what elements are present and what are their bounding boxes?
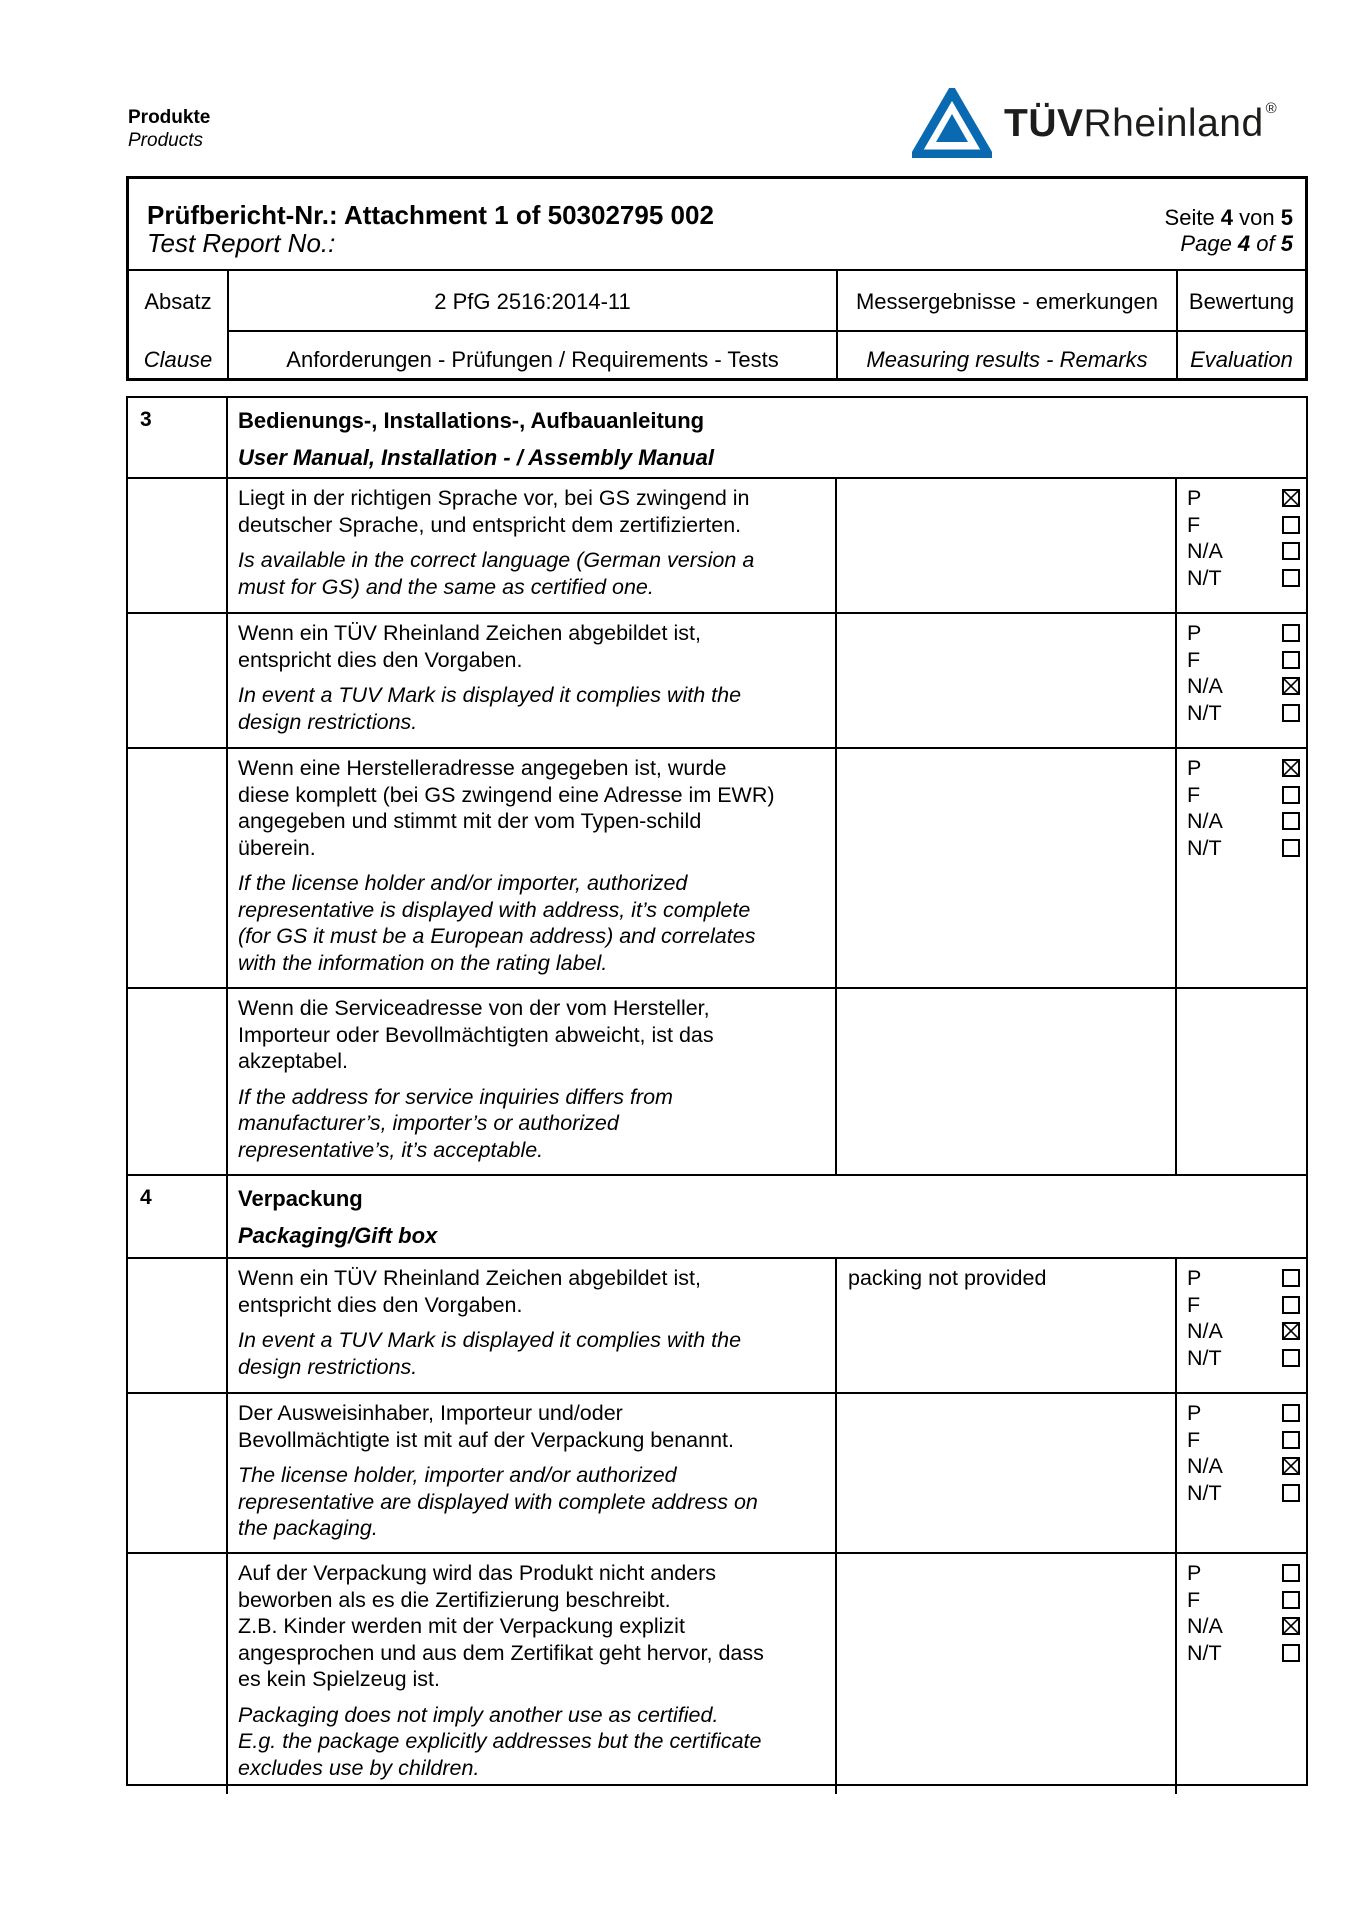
clause-cell <box>128 749 226 987</box>
evaluation-label: N/T <box>1187 1345 1222 1370</box>
remark-cell <box>835 479 1175 612</box>
page-mid-de: von <box>1233 205 1281 230</box>
section-title-en: User Manual, Installation - / Assembly Manual <box>238 445 714 470</box>
checkbox-icon[interactable] <box>1282 569 1300 587</box>
evaluation-cell <box>1175 479 1306 612</box>
evaluation-cell <box>1175 1394 1306 1552</box>
section-header-row <box>128 1176 1306 1259</box>
clause-cell <box>128 1554 226 1794</box>
requirement-text <box>228 1259 835 1380</box>
page-prefix-de: Seite <box>1164 205 1221 230</box>
evaluation-option <box>1187 782 1306 809</box>
evaluation-option <box>1187 1292 1306 1319</box>
evaluation-option <box>1187 1480 1306 1507</box>
logo-wordmark <box>1004 102 1277 146</box>
remark-text <box>837 1394 1175 1400</box>
clause-cell <box>128 1394 226 1552</box>
requirement-cell <box>226 479 835 612</box>
column-header-clause <box>129 271 227 378</box>
requirement-cell <box>226 1554 835 1794</box>
report-header <box>126 176 1308 381</box>
requirement-cell <box>226 614 835 747</box>
evaluation-option <box>1187 1345 1306 1372</box>
checked-checkbox-icon[interactable] <box>1282 677 1300 695</box>
section-title-de: Verpackung <box>238 1186 363 1211</box>
requirement-cell <box>226 1259 835 1392</box>
remark-text <box>837 1554 1175 1560</box>
requirement-text <box>228 989 835 1163</box>
section-title-de: Bedienungs-, Installations-, Aufbauanleitung <box>238 408 705 433</box>
evaluation-options <box>1187 485 1306 591</box>
checkbox-icon[interactable] <box>1282 812 1300 830</box>
page-number <box>1165 205 1293 257</box>
checked-checkbox-icon[interactable] <box>1282 1457 1300 1475</box>
evaluation-options <box>1187 755 1306 861</box>
checkbox-icon[interactable] <box>1282 651 1300 669</box>
evaluation-option <box>1187 700 1306 727</box>
table-row <box>128 1394 1306 1554</box>
clause-cell <box>128 479 226 612</box>
divider <box>838 330 1176 332</box>
evaluation-label: F <box>1187 1292 1201 1317</box>
requirement-cell <box>226 989 835 1174</box>
table-row <box>128 749 1306 989</box>
evaluation-options <box>1187 1265 1306 1371</box>
checked-checkbox-icon[interactable] <box>1282 489 1300 507</box>
evaluation-label: N/T <box>1187 700 1222 725</box>
company-label <box>128 106 210 152</box>
evaluation-options <box>1187 1400 1306 1506</box>
checkbox-icon[interactable] <box>1282 1349 1300 1367</box>
evaluation-label: P <box>1187 621 1202 645</box>
evaluation-option <box>1187 1453 1306 1480</box>
evaluation-label: N/A <box>1187 1454 1223 1478</box>
checkbox-icon[interactable] <box>1282 1269 1300 1287</box>
remark-text: packing not provided <box>848 1266 1047 1290</box>
evaluation-option <box>1187 1613 1306 1640</box>
company-label-de: Produkte <box>128 107 211 128</box>
company-label-en: Products <box>128 130 203 151</box>
checkbox-icon[interactable] <box>1282 786 1300 804</box>
checked-checkbox-icon[interactable] <box>1282 1617 1300 1635</box>
page-total-de: 5 <box>1280 205 1293 230</box>
evaluation-label: N/A <box>1187 1614 1223 1638</box>
evaluation-label: F <box>1187 782 1201 807</box>
remark-text <box>837 989 1175 995</box>
remark-cell <box>835 749 1175 987</box>
page-total-en: 5 <box>1280 231 1293 256</box>
requirement-text <box>228 614 835 735</box>
page-number-en <box>1165 231 1293 257</box>
evaluation-option <box>1187 1640 1306 1667</box>
evaluation-label: P <box>1187 486 1202 510</box>
evaluation-label: F <box>1187 1587 1201 1612</box>
requirement-en: If the license holder and/or importer, authorized representative is displayed with address, it’s complete (for GS it must be a European address) and correlates with the information on the rating label. <box>238 871 756 975</box>
checkbox-icon[interactable] <box>1282 704 1300 722</box>
section-header-row <box>128 398 1306 479</box>
report-title <box>147 201 714 257</box>
evaluation-option <box>1187 1400 1306 1427</box>
evaluation-option <box>1187 565 1306 592</box>
requirement-cell <box>226 1394 835 1552</box>
requirement-en: Packaging does not imply another use as certified. E.g. the package explicitly addresses but the certificate excludes use by children. <box>238 1702 762 1780</box>
checkbox-icon[interactable] <box>1282 1644 1300 1662</box>
report-title-en: Test Report No.: <box>147 228 336 258</box>
evaluation-label: F <box>1187 512 1201 537</box>
evaluation-label: N/A <box>1187 1319 1223 1343</box>
requirement-text <box>228 479 835 600</box>
column-header-clause-en: Clause <box>143 347 213 372</box>
requirement-de: Auf der Verpackung wird das Produkt nicht anders beworben als es die Zertifizierung beschreibt. Z.B. Kinder werden mit der Verpackung explizit angesprochen und aus dem Zertifikat geht hervor, dass es kein Spielzeug ist. <box>238 1561 764 1691</box>
requirement-de: Wenn ein TÜV Rheinland Zeichen abgebildet ist, entspricht dies den Vorgaben. <box>238 621 701 672</box>
requirement-en: In event a TUV Mark is displayed it complies with the design restrictions. <box>238 1328 742 1379</box>
requirement-text <box>228 749 835 976</box>
table-row <box>128 1554 1306 1794</box>
requirements-table <box>126 396 1308 1786</box>
evaluation-label: N/A <box>1187 809 1223 833</box>
evaluation-label: N/T <box>1187 565 1222 590</box>
evaluation-label: P <box>1187 756 1202 780</box>
checkbox-icon[interactable] <box>1282 516 1300 534</box>
evaluation-option <box>1187 1265 1306 1292</box>
evaluation-option <box>1187 512 1306 539</box>
report-title-de: Prüfbericht-Nr.: Attachment 1 of 50302795 002 <box>147 200 714 230</box>
checkbox-icon[interactable] <box>1282 1404 1300 1422</box>
checkbox-icon[interactable] <box>1282 839 1300 857</box>
evaluation-options <box>1187 1560 1306 1666</box>
column-header-requirements-en <box>229 347 836 373</box>
evaluation-option <box>1187 808 1306 835</box>
section-title-cell <box>226 1176 1306 1257</box>
checkbox-icon[interactable] <box>1282 1296 1300 1314</box>
evaluation-label: N/A <box>1187 674 1223 698</box>
checkbox-icon[interactable] <box>1282 542 1300 560</box>
requirements-label: Anforderungen - Prüfungen / Requirements - Tests <box>286 347 779 372</box>
requirement-en: Is available in the correct language (German version a must for GS) and the same as certified one. <box>238 548 755 599</box>
evaluation-option <box>1187 1318 1306 1345</box>
table-row <box>128 1259 1306 1394</box>
logo-wordmark-regular: Rheinland <box>1083 102 1264 145</box>
requirement-cell <box>226 749 835 987</box>
divider <box>1178 330 1305 332</box>
evaluation-options <box>1187 620 1306 726</box>
evaluation-option <box>1187 485 1306 512</box>
column-headers <box>129 269 1305 378</box>
evaluation-cell <box>1175 749 1306 987</box>
column-header-results <box>836 271 1176 378</box>
checked-checkbox-icon[interactable] <box>1282 759 1300 777</box>
page-prefix-en: Page <box>1180 231 1238 256</box>
evaluation-label: F <box>1187 647 1201 672</box>
remark-text <box>837 749 1175 755</box>
divider <box>229 330 836 332</box>
evaluation-label: F <box>1187 1427 1201 1452</box>
column-header-clause-de: Absatz <box>144 289 212 314</box>
evaluation-label: P <box>1187 1266 1202 1290</box>
evaluation-label: N/A <box>1187 539 1223 563</box>
evaluation-cell <box>1175 1259 1306 1392</box>
requirement-en: In event a TUV Mark is displayed it complies with the design restrictions. <box>238 683 742 734</box>
remark-cell <box>835 989 1175 1174</box>
section-number: 3 <box>140 408 152 431</box>
requirement-de: Wenn eine Herstelleradresse angegeben ist, wurde diese komplett (bei GS zwingend eine Adresse im EWR) angegeben und stimmt mit der vom Typen-schild überein. <box>238 756 775 860</box>
section-number: 4 <box>140 1186 152 1209</box>
requirement-text <box>228 1554 835 1781</box>
evaluation-label: P <box>1187 1561 1202 1585</box>
column-header-evaluation-en: Evaluation <box>1190 347 1293 372</box>
evaluation-cell <box>1175 989 1306 1174</box>
evaluation-label: P <box>1187 1401 1202 1425</box>
clause-cell <box>128 1259 226 1392</box>
logo-wordmark-bold: TÜV <box>1004 102 1084 145</box>
column-header-requirements <box>227 271 836 378</box>
section-number-cell <box>128 398 226 477</box>
requirement-de: Wenn ein TÜV Rheinland Zeichen abgebildet ist, entspricht dies den Vorgaben. <box>238 1266 701 1317</box>
checkbox-icon[interactable] <box>1282 1564 1300 1582</box>
page-mid-en: of <box>1250 231 1281 256</box>
evaluation-label: N/T <box>1187 1640 1222 1665</box>
tuv-rheinland-logo <box>912 88 1292 160</box>
evaluation-label: N/T <box>1187 835 1222 860</box>
checked-checkbox-icon[interactable] <box>1282 1322 1300 1340</box>
column-header-results-en: Measuring results - Remarks <box>866 347 1148 372</box>
table-row <box>128 989 1306 1176</box>
evaluation-option <box>1187 647 1306 674</box>
evaluation-option <box>1187 538 1306 565</box>
requirement-de: Wenn die Serviceadresse von der vom Hersteller, Importeur oder Bevollmächtigten abweicht, ist das akzeptabel. <box>238 996 714 1073</box>
column-header-results-de: Messergebnisse - emerkungen <box>855 289 1159 314</box>
remark-cell <box>835 1554 1175 1794</box>
registered-mark: ® <box>1265 100 1278 117</box>
remark-cell <box>835 614 1175 747</box>
table-row <box>128 479 1306 614</box>
clause-cell <box>128 614 226 747</box>
checkbox-icon[interactable] <box>1282 1431 1300 1449</box>
remark-text <box>837 614 1175 620</box>
evaluation-option <box>1187 673 1306 700</box>
table-row <box>128 614 1306 749</box>
page-number-de <box>1165 205 1293 231</box>
section-title-cell <box>226 398 1306 477</box>
column-header-requirements-de: 2 PfG 2516:2014-11 <box>434 289 631 314</box>
page-current-de: 4 <box>1220 205 1234 230</box>
page-current-en: 4 <box>1237 231 1251 256</box>
evaluation-option <box>1187 620 1306 647</box>
remark-cell <box>835 1394 1175 1552</box>
column-header-evaluation <box>1176 271 1305 378</box>
requirement-de: Der Ausweisinhaber, Importeur und/oder Bevollmächtigte ist mit auf der Verpackung benannt. <box>238 1401 734 1452</box>
evaluation-option <box>1187 1587 1306 1614</box>
evaluation-option <box>1187 1560 1306 1587</box>
checkbox-icon[interactable] <box>1282 624 1300 642</box>
requirement-en: If the address for service inquiries differs from manufacturer’s, importer’s or authorized representative’s, it’s acceptable. <box>238 1084 673 1162</box>
evaluation-option <box>1187 1427 1306 1454</box>
triangle-logo-icon <box>912 88 992 158</box>
checkbox-icon[interactable] <box>1282 1484 1300 1502</box>
clause-cell <box>128 989 226 1174</box>
requirement-text <box>228 1394 835 1542</box>
evaluation-option <box>1187 835 1306 862</box>
evaluation-label: N/T <box>1187 1480 1222 1505</box>
requirement-en: The license holder, importer and/or authorized representative are displayed with complete address on the packaging. <box>238 1463 758 1540</box>
requirement-de: Liegt in der richtigen Sprache vor, bei GS zwingend in deutscher Sprache, und entspricht dem zertifizierten. <box>238 486 750 537</box>
column-header-evaluation-de: Bewertung <box>1188 289 1295 314</box>
evaluation-cell <box>1175 1554 1306 1794</box>
evaluation-option <box>1187 755 1306 782</box>
section-title-en: Packaging/Gift box <box>238 1223 438 1248</box>
section-number-cell <box>128 1176 226 1257</box>
remark-cell <box>835 1259 1175 1392</box>
evaluation-cell <box>1175 614 1306 747</box>
remark-text <box>837 479 1175 485</box>
checkbox-icon[interactable] <box>1282 1591 1300 1609</box>
